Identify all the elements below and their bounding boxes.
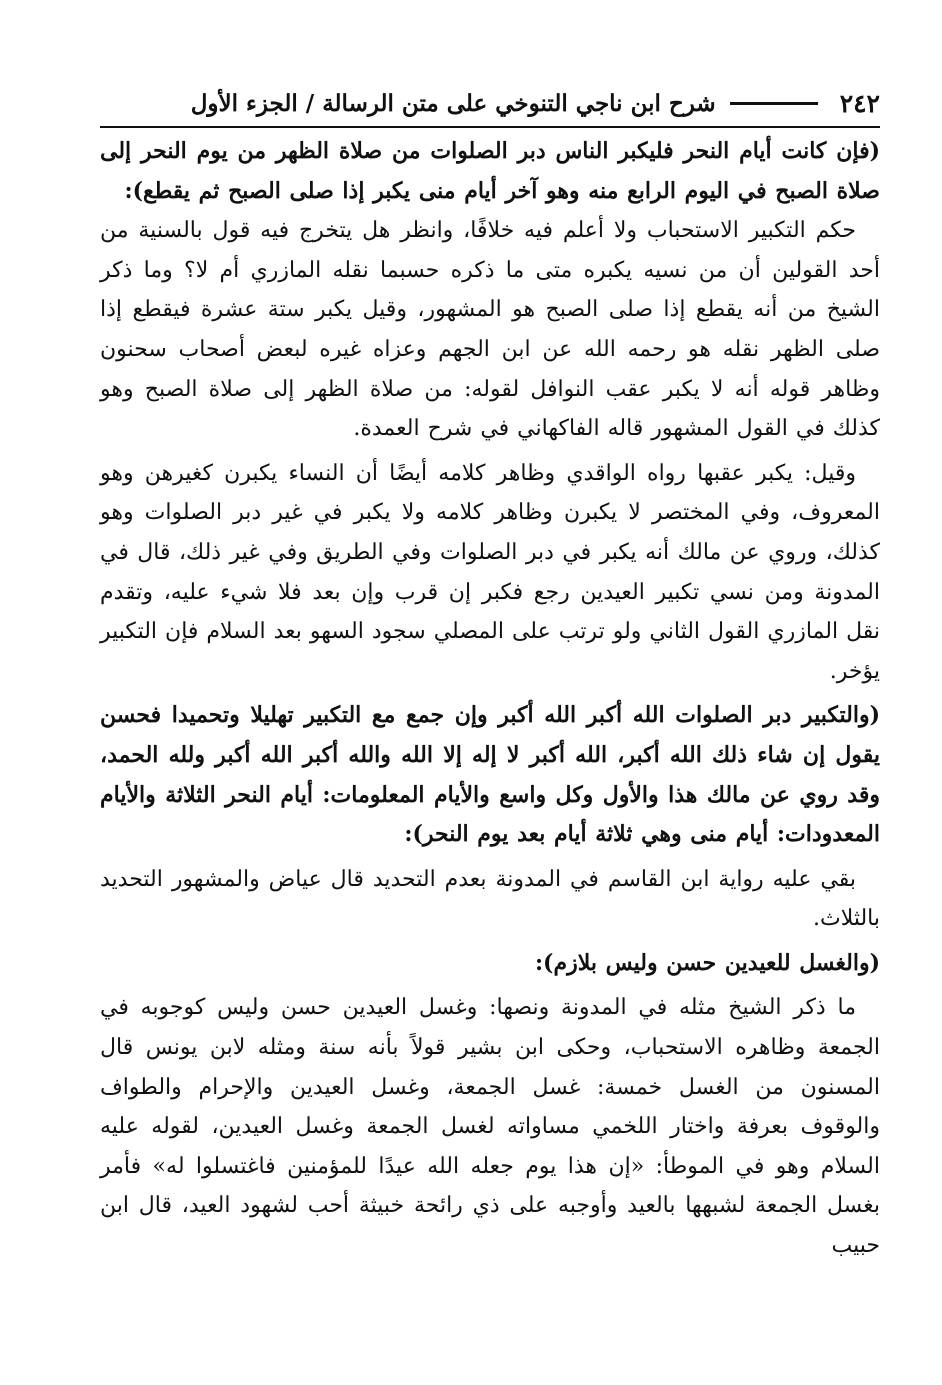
matn-paragraph: (والغسل للعيدين حسن وليس بلازم): — [534, 949, 880, 976]
commentary-paragraph: ما ذكر الشيخ مثله في المدونة ونصها: وغسل العيدين حسن وليس كوجوبه في الجمعة وظاهره الاستحباب، وحكى ابن بشير قولاً بأنه سنة ومثله لابن يونس قال المسنون من الغسل خمسة: غسل الجمعة، وغسل العيدين والإحرام والطواف والوقوف بعرفة واختار اللخمي مساواته لغسل الجمعة وغسل العيدين، لقوله عليه السلام وهو في الموطأ: «إن هذا يوم جعله الله عيدًا للمؤمنين فاغتسلوا له» فأمر بغسل الجمعة لشبهها بالعيد وأوجبه على ذي رائحة خبيثة أحب لشهود العيد، قال ابن حبيب — [100, 995, 881, 1259]
matn-paragraph: (والتكبير دبر الصلوات الله أكبر الله أكبر وإن جمع مع التكبير تهليلا وتحميدا فحسن يقول إن شاء ذلك الله أكبر، الله أكبر لا إله إلا الله والله أكبر الله أكبر ولله الحمد، وقد روي عن مالك هذا والأول وكل واسع والأيام المعلومات: أيام النحر الثلاثة والأيام المعدودات: أيام منى وهي ثلاثة أيام بعد يوم النحر): — [100, 702, 880, 848]
commentary-paragraph: حكم التكبير الاستحباب ولا أعلم فيه خلافًا، وانظر هل يتخرج فيه قول بالسنية من أحد القولين أن من نسيه يكبره متى ما ذكره حسبما نقله المازري أم لا؟ وما ذكر الشيخ من أنه يقطع إذا صلى الصبح هو المشهور، وقيل يكبر ستة عشرة فيقطع إذا صلى الظهر نقله هو رحمه الله عن ابن الجهم وعزاه غيره لبعض أصحاب سحنون وظاهر قوله أنه لا يكبر عقب النوافل لقوله: من صلاة الظهر إلى صلاة الصبح وهو كذلك في القول المشهور قاله الفاكهاني في شرح العمدة. — [100, 218, 880, 442]
matn-paragraph: (فإن كانت أيام النحر فليكبر الناس دبر الصلوات من صلاة الظهر من يوم النحر إلى صلاة الصبح في اليوم الرابع منه وهو آخر أيام منى يكبر إذا صلى الصبح ثم يقطع): — [100, 138, 880, 204]
body-text — [100, 132, 880, 1266]
page-number: ٢٤٢ — [839, 88, 880, 118]
commentary-paragraph: وقيل: يكبر عقبها رواه الواقدي وظاهر كلامه أيضًا أن النساء يكبرن كغيرهن وهو المعروف، وفي المختصر لا يكبرن وظاهر كلامه ولا يكبر في غير دبر الصلوات وهو كذلك، وروي عن مالك أنه يكبر في دبر الصلوات وفي الطريق وفي غير ذلك، قال في المدونة ومن نسي تكبير العيدين رجع فكبر إن قرب وإن بعد فلا شيء عليه، وتقدم نقل المازري القول الثاني ولو ترتب على المصلي سجود السهو بعد السلام فإن التكبير يؤخر. — [100, 460, 880, 684]
document-page — [100, 80, 880, 1266]
running-title: شرح ابن ناجي التنوخي على متن الرسالة / الجزء الأول — [190, 89, 716, 117]
commentary-paragraph: بقي عليه رواية ابن القاسم في المدونة بعدم التحديد قال عياض والمشهور التحديد بالثلاث. — [100, 866, 880, 932]
header-rule — [730, 102, 818, 105]
page-header — [100, 80, 880, 128]
